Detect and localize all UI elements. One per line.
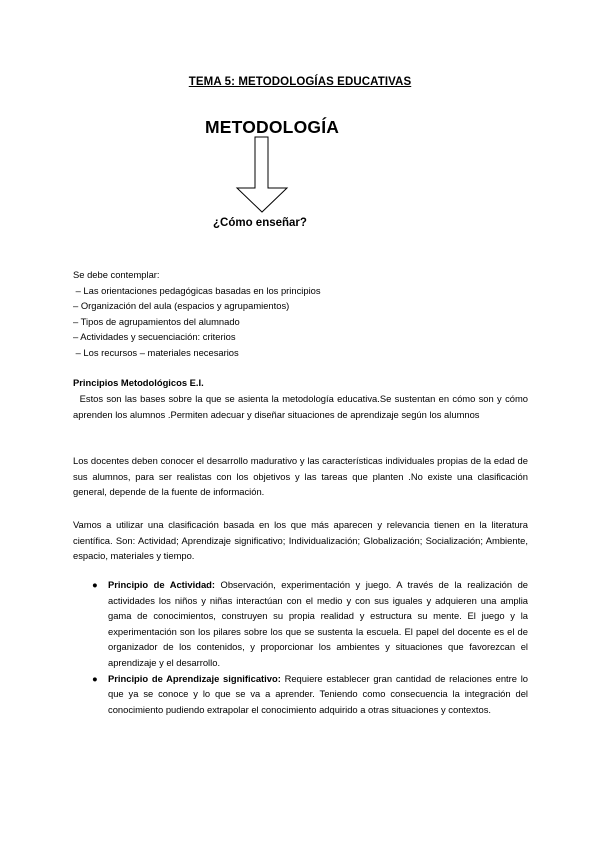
bullet-label: Principio de Actividad: [108, 579, 216, 590]
classification-paragraph: Vamos a utilizar una clasificación basada en los que más aparecen y relevancia tienen en la literatura científica. Son: Actividad; Aprendizaje significativo; Individualización; Globalización; Socialización; Ambiente, espacio, materiales y tiempo. [73, 519, 528, 562]
list-intro: Se debe contemplar: [73, 269, 160, 280]
bullet-icon: ● [92, 579, 98, 590]
figure-heading: METODOLOGÍA [205, 117, 340, 137]
list-item [73, 577, 528, 671]
figure-question: ¿Cómo enseñar? [213, 217, 307, 229]
bullet-text: Requiere establecer gran cantidad de relaciones entre lo que ya se conoce y lo que se va a aprender. Teniendo como consecuencia la integración del conocimiento pudiendo extrapolar el conocimiento adquirido a otras situaciones y contextos. [108, 672, 528, 715]
bullet-icon: ● [92, 672, 98, 684]
contemplate-list [73, 267, 528, 361]
principles-bullet-list [73, 577, 528, 717]
bullet-label: Principio de Aprendizaje significativo: [108, 672, 281, 684]
down-arrow-icon [235, 136, 315, 214]
list-item: – Los recursos – materiales necesarios [73, 346, 239, 358]
methodology-figure [195, 112, 375, 237]
teachers-paragraph: Los docentes deben conocer el desarrollo madurativo y las características individuales propias de la edad de sus alumnos, para ser realistas con los objetivos y las tareas que planten .No existe una clasificación general, depende de la fuente de información. [73, 455, 528, 498]
list-item: – Actividades y secuenciación: criterios [73, 331, 236, 343]
list-item: – Tipos de agrupamientos del alumnado [73, 315, 240, 327]
document-title: TEMA 5: METODOLOGÍAS EDUCATIVAS [188, 76, 412, 88]
principles-paragraph: Estos son las bases sobre la que se asienta la metodología educativa.Se sustentan en cómo son y cómo aprenden los alumnos .Permiten adecuar y diseñar situaciones de aprendizaje según los alumnos [73, 393, 531, 420]
list-item: – Las orientaciones pedagógicas basadas en los principios [73, 284, 321, 296]
bullet-text: Observación, experimentación y juego. A través de la realización de actividades los niños y niñas interactúan con el medio y con sus iguales y adquieren una amplia gama de conocimientos, construyen su propia realidad y estructura su mente. El juego y la experimentación son los pilares sobre los que se sustenta la escuela. El papel del docente es el de organizador de los contenidos, y proporcionar los ambientes y situaciones que favorezcan el aprendizaje y el desarrollo. [108, 579, 529, 668]
list-item [73, 671, 528, 718]
list-item: – Organización del aula (espacios y agrupamientos) [73, 300, 290, 312]
principles-heading: Principios Metodológicos E.I. [73, 377, 204, 388]
